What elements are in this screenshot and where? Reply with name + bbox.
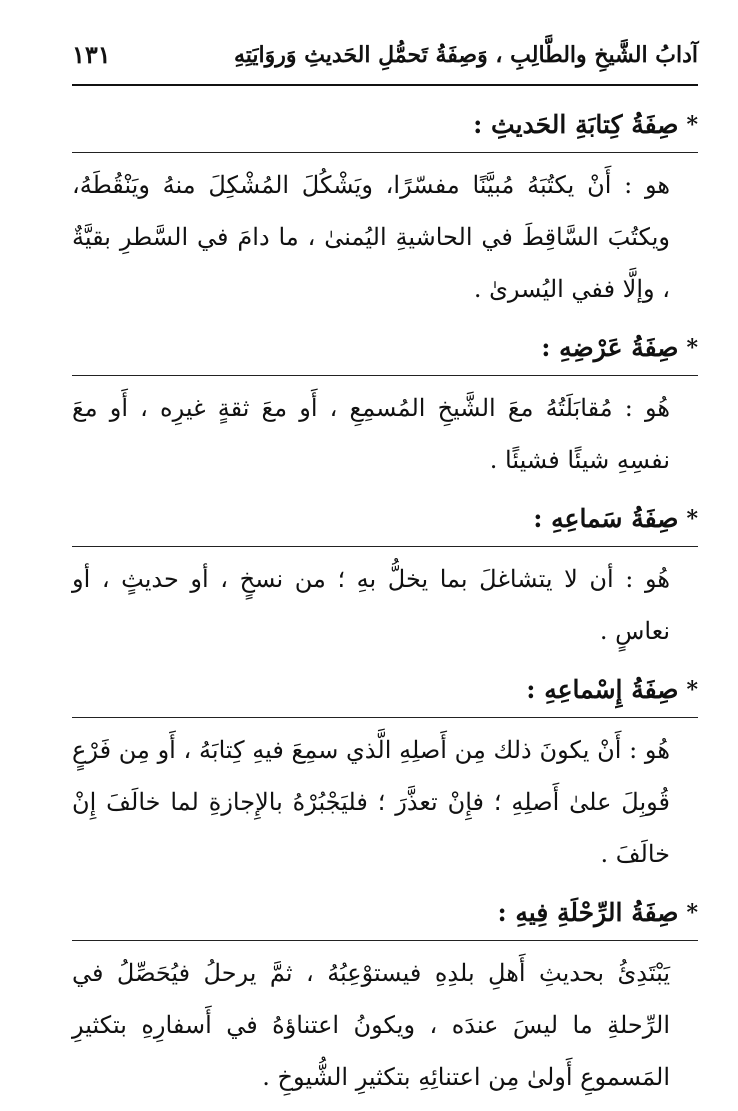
- heading-text: صِفَةُ الرِّحْلَةِ فِيهِ :: [497, 898, 679, 927]
- section-body: هُو : أن لا يتشاغلَ بما يخلُّ بهِ ؛ من نسخٍ ، أو حديثٍ ، أو نعاسٍ .: [72, 565, 670, 645]
- page-number: ١٣١: [72, 40, 111, 69]
- section-divider: [72, 546, 698, 547]
- section-heading: [72, 100, 698, 150]
- section-body: هو : أَنْ يكتُبَهُ مُبيَّنًا مفسّرًا، ويَشْكُلَ المُشْكِلَ منهُ ويَنْقُطَهُ، ويكتُبَ السَّاقِطَ في الحاشيةِ اليُمنىٰ ، ما دامَ في السَّطرِ بقيَّةٌ ، وإلَّا ففي اليُسرىٰ .: [72, 171, 670, 303]
- section-body: هُو : مُقابَلَتُهُ معَ الشَّيخِ المُسمِعِ ، أَو معَ ثقةٍ غيرِه ، أَو معَ نفسِهِ شيئًا فشيئًا .: [72, 394, 670, 474]
- asterisk-bullet-icon: *: [686, 677, 698, 703]
- asterisk-bullet-icon: *: [686, 335, 698, 361]
- section-heading: [72, 665, 698, 715]
- section-body: يَبْتَدِئُ بحديثِ أَهلِ بلدِهِ فيستوْعِبُهُ ، ثمَّ يرحلُ فيُحَصِّلُ في الرِّحلةِ ما ليسَ عندَه ، ويكونُ اعتناؤهُ في أَسفارِهِ بتكثيرِ المَسموعِ أَولىٰ مِن اعتنائِهِ بتكثيرِ الشُّيوخِ .: [72, 959, 670, 1091]
- heading-text: صِفَةُ كِتابَةِ الحَديثِ :: [473, 110, 679, 139]
- asterisk-bullet-icon: *: [686, 506, 698, 532]
- section-divider: [72, 717, 698, 718]
- page-header: [72, 34, 698, 86]
- section-divider: [72, 375, 698, 376]
- running-title: آدابُ الشَّيخِ والطَّالِبِ ، وَصِفَةُ تَحمُّلِ الحَديثِ وَروَايَتِهِ: [234, 42, 698, 68]
- page-content: [72, 100, 698, 1111]
- heading-text: صِفَةُ عَرْضِهِ :: [541, 333, 679, 362]
- section-travel: [72, 888, 698, 1103]
- section-divider: [72, 152, 698, 153]
- heading-text: صِفَةُ سَماعِهِ :: [533, 504, 679, 533]
- section-narrating: [72, 665, 698, 880]
- section-heading: [72, 323, 698, 373]
- asterisk-bullet-icon: *: [686, 112, 698, 138]
- section-collation: [72, 323, 698, 486]
- section-divider: [72, 940, 698, 941]
- heading-text: صِفَةُ إِسْماعِهِ :: [526, 675, 679, 704]
- section-body: هُو : أَنْ يكونَ ذلك مِن أَصلِهِ الَّذي سمِعَ فيهِ كِتابَهُ ، أَو مِن فَرْعٍ قُوبِلَ علىٰ أَصلِهِ ؛ فإِنْ تعذَّرَ ؛ فليَجْبُرْهُ بالإِجازةِ لما خالَفَ إِنْ خالَفَ .: [72, 736, 670, 868]
- section-writing-hadith: [72, 100, 698, 315]
- section-heading: [72, 888, 698, 938]
- section-heading: [72, 494, 698, 544]
- section-hearing: [72, 494, 698, 657]
- asterisk-bullet-icon: *: [686, 900, 698, 926]
